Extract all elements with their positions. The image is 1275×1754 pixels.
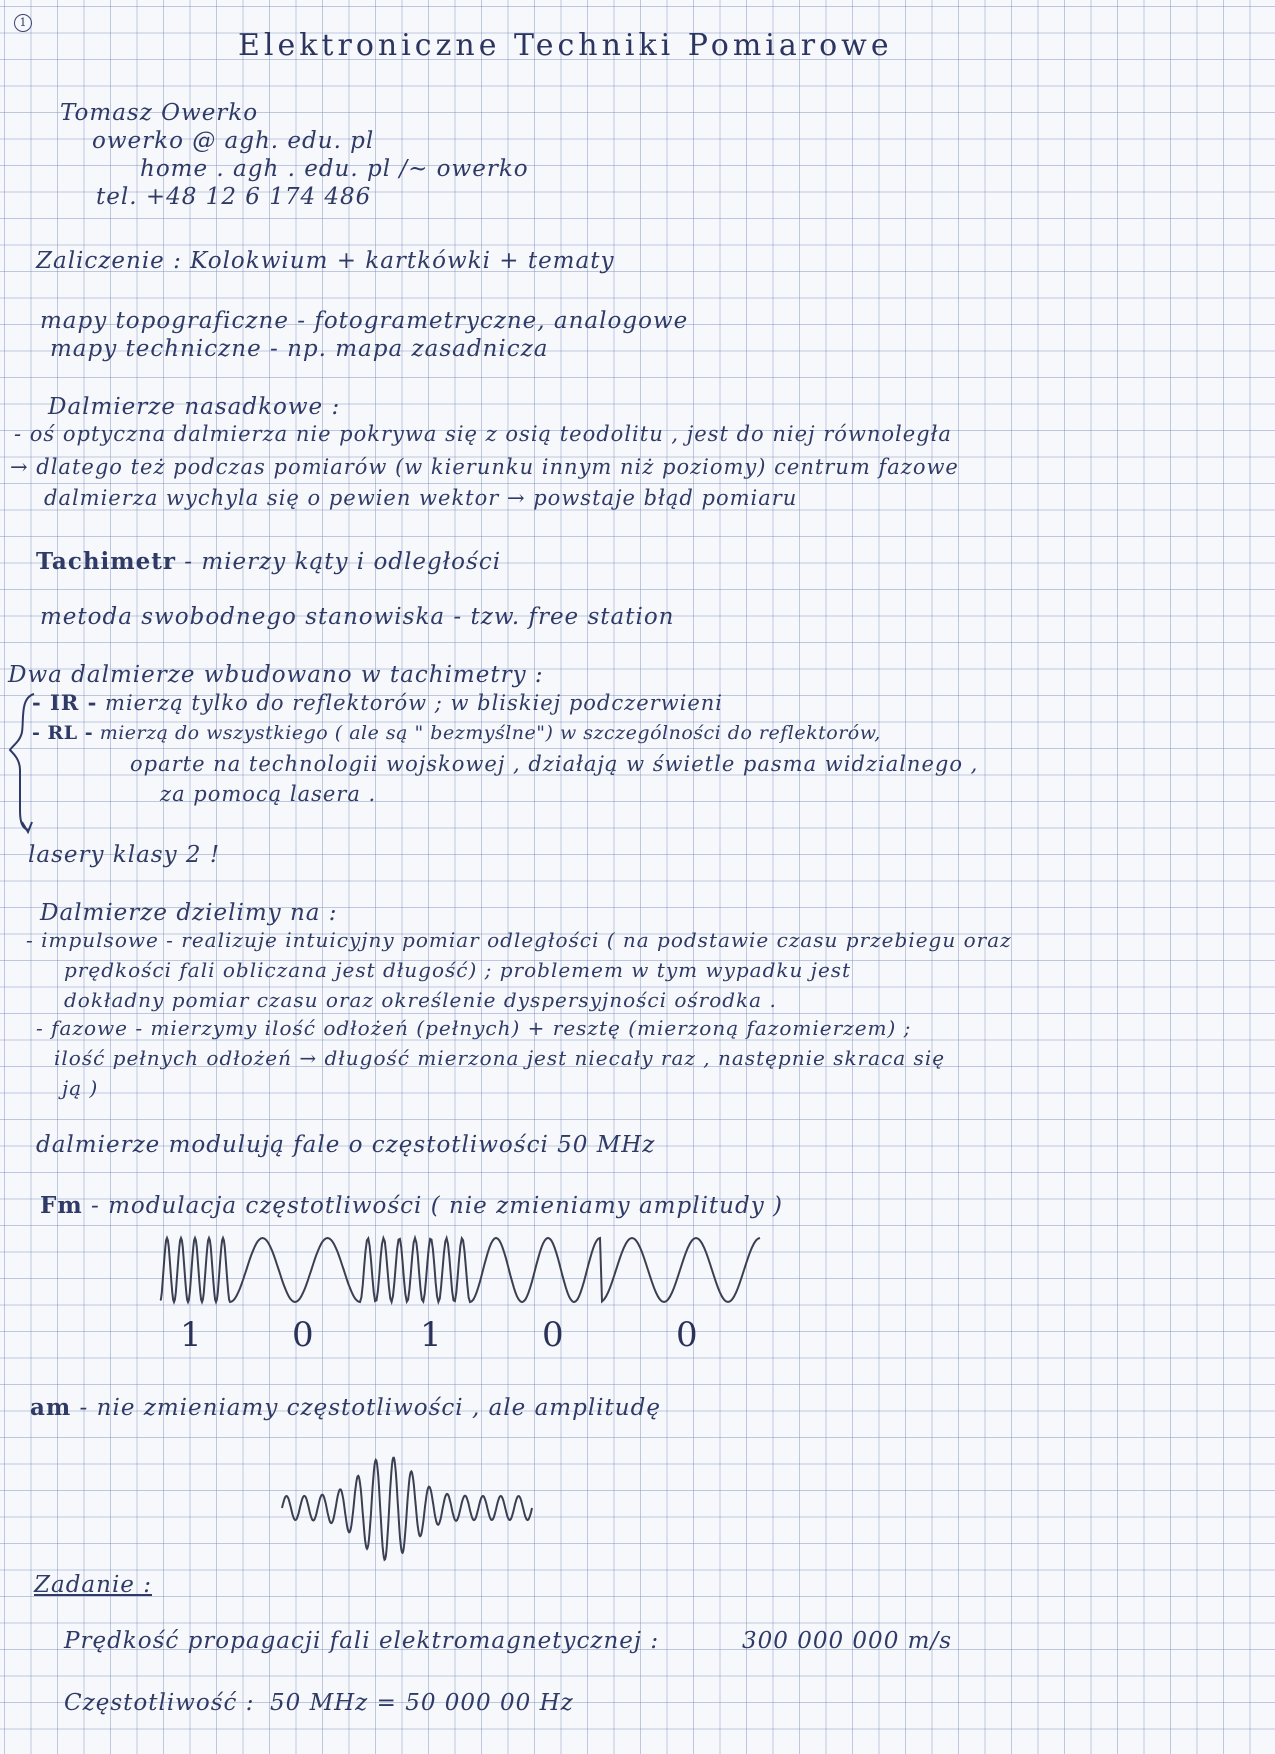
- fm-bit-4: 0: [542, 1315, 564, 1355]
- rl-line-3: za pomocą lasera .: [160, 782, 377, 806]
- types-line-6: ją ): [62, 1076, 99, 1100]
- am-line: [30, 1394, 661, 1421]
- task-speed-label: Prędkość propagacji fali elektromagnetycznej :: [64, 1628, 660, 1654]
- rl-line-2: oparte na technologii wojskowej , działają w świetle pasma widzialnego ,: [130, 752, 979, 776]
- fm-line: [40, 1192, 783, 1219]
- rl-label: - RL -: [32, 722, 94, 744]
- author-email: owerko @ agh. edu. pl: [92, 128, 375, 154]
- tachymeter-label: Tachimetr: [36, 548, 176, 575]
- types-line-3: dokładny pomiar czasu oraz określenie dyspersyjności ośrodka .: [64, 988, 777, 1012]
- maps-line-1: mapy topograficzne - fotogrametryczne, analogowe: [40, 308, 689, 334]
- types-line-5: ilość pełnych odłożeń → długość mierzona jest niecały raz , następnie skraca się: [54, 1046, 946, 1070]
- attachment-line-3: dalmierza wychyla się o pewien wektor → powstaje błąd pomiaru: [44, 486, 798, 510]
- modulation-50-line: dalmierze modulują fale o częstotliwości 50 MHz: [36, 1132, 656, 1158]
- tachymeter-line: [36, 548, 501, 575]
- types-line-4: - fazowe - mierzymy ilość odłożeń (pełnych) + resztę (mierzoną fazomierzem) ;: [36, 1016, 912, 1040]
- types-line-2: prędkości fali obliczana jest długość) ; problemem w tym wypadku jest: [64, 958, 852, 982]
- fm-wave-sketch: [160, 1230, 780, 1310]
- page-number: 1: [14, 14, 32, 32]
- rl-line: [32, 722, 881, 744]
- tachymeter-text: - mierzy kąty i odległości: [176, 549, 502, 575]
- rl-text: mierzą do wszystkiego ( ale są " bezmyślne") w szczególności do reflektorów,: [99, 722, 881, 744]
- fm-bit-2: 0: [292, 1315, 314, 1355]
- ir-label: - IR -: [32, 690, 98, 715]
- fm-text: - modulacja częstotliwości ( nie zmieniamy amplitudy ): [82, 1193, 783, 1219]
- fm-bit-3: 1: [420, 1315, 442, 1355]
- types-heading: Dalmierze dzielimy na :: [40, 900, 338, 926]
- fm-bit-5: 0: [676, 1315, 698, 1355]
- types-line-1: - impulsowe - realizuje intuicyjny pomiar odległości ( na podstawie czasu przebiegu oraz: [26, 928, 1012, 952]
- lasers-note: lasery klasy 2 !: [28, 842, 221, 868]
- page-title: Elektroniczne Techniki Pomiarowe: [238, 28, 893, 63]
- task-heading: Zadanie :: [34, 1572, 152, 1598]
- attachment-line-1: - oś optyczna dalmierza nie pokrywa się z osią teodolitu , jest do niej równoległa: [14, 422, 952, 446]
- task-speed-value: 300 000 000 m/s: [742, 1628, 952, 1654]
- maps-line-2: mapy techniczne - np. mapa zasadnicza: [50, 336, 549, 362]
- task-freq-label: Częstotliwość :: [64, 1690, 255, 1716]
- am-label: am: [30, 1394, 72, 1421]
- author-name: Tomasz Owerko: [60, 100, 259, 126]
- free-station-line: metoda swobodnego stanowiska - tzw. free station: [40, 604, 675, 630]
- author-homepage: home . agh . edu. pl /~ owerko: [140, 156, 529, 182]
- credit-line: Zaliczenie : Kolokwium + kartkówki + tematy: [36, 248, 615, 274]
- ir-line: [32, 690, 723, 715]
- attachment-line-2: → dlatego też podczas pomiarów (w kierunku innym niż poziomy) centrum fazowe: [10, 455, 959, 479]
- rangefinders-heading: Dwa dalmierze wbudowano w tachimetry :: [8, 662, 544, 688]
- fm-label: Fm: [40, 1192, 83, 1219]
- am-wave-sketch: [282, 1448, 542, 1548]
- attachment-heading: Dalmierze nasadkowe :: [48, 394, 341, 420]
- am-text: - nie zmieniamy częstotliwości , ale amplitudę: [71, 1395, 661, 1421]
- ir-text: mierzą tylko do reflektorów ; w bliskiej podczerwieni: [105, 691, 724, 715]
- task-freq-value: 50 MHz = 50 000 00 Hz: [270, 1690, 574, 1716]
- author-phone: tel. +48 12 6 174 486: [96, 184, 372, 210]
- fm-bit-1: 1: [180, 1315, 202, 1355]
